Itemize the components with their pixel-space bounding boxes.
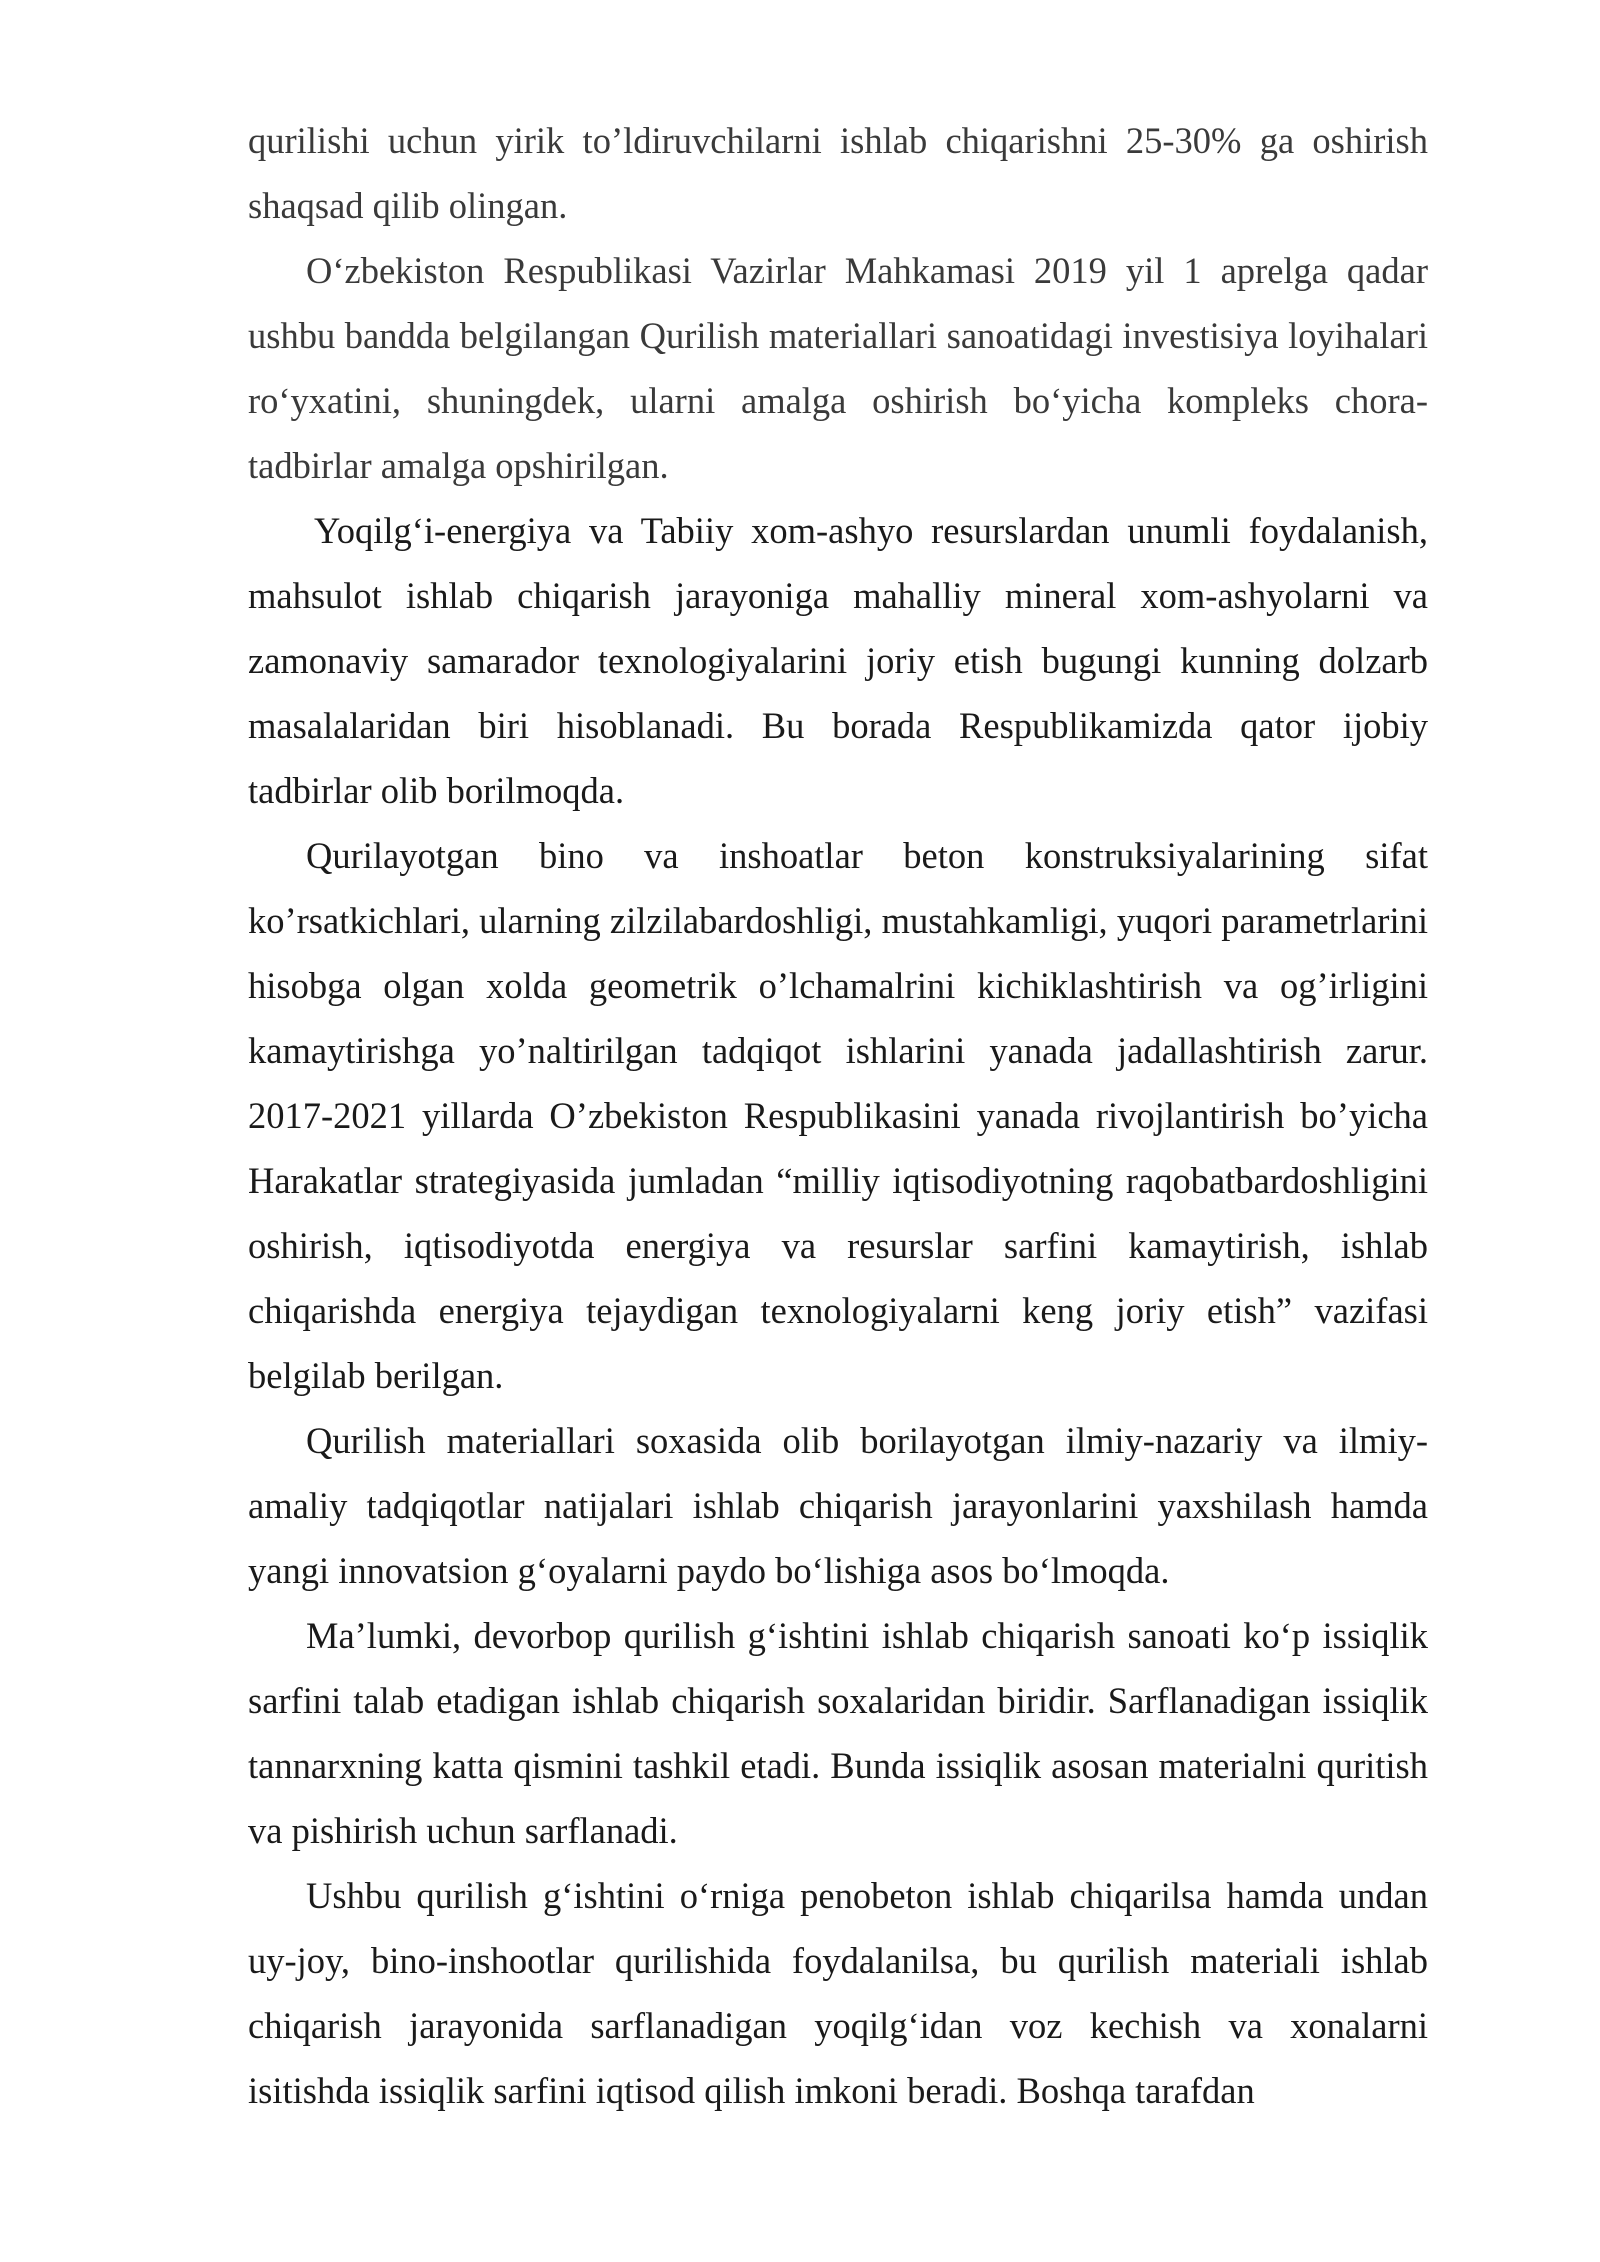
paragraph-foam-concrete: Ushbu qurilish g‘ishtini o‘rniga penobeton ishlab chiqarilsa hamda undan uy-joy, bino-inshootlar qurilishida foydalanilsa, bu qurilish materiali ishlab chiqarish jarayonida sarflanadigan yoqilg‘idan voz kechish va xonalarni isitishda issiqlik sarfini iqtisod qilish imkoni beradi. Boshqa tarafdan <box>248 1875 1428 2111</box>
document-page <box>248 108 1428 2123</box>
paragraph-continuation: qurilishi uchun yirik to’ldiruvchilarni ishlab chiqarishni 25-30% ga oshirish shaqsad qilib olingan. <box>248 120 1428 226</box>
paragraph-concrete-structures: Qurilayotgan bino va inshoatlar beton konstruksiyalarining sifat ko’rsatkichlari, ularning zilzilabardoshligi, mustahkamligi, yuqori parametrlarini hisobga olgan xolda geometrik o’lchamalrini kichiklashtirish va og’irligini kamaytirishga yo’naltirilgan tadqiqot ishlarini yanada jadallashtirish zarur. 2017-2021 yillarda O’zbekiston Respublikasini yanada rivojlantirish bo’yicha Harakatlar strategiyasida jumladan “milliy iqtisodiyotning raqobatbardoshligini oshirish, iqtisodiyotda energiya va resurslar sarfini kamaytirish, ishlab chiqarishda energiya tejaydigan texnologiyalarni keng joriy etish” vazifasi belgilab berilgan. <box>248 835 1428 1396</box>
paragraph-fuel-energy: Yoqilg‘i-energiya va Tabiiy xom-ashyo resurslardan unumli foydalanish, mahsulot ishlab chiqarish jarayoniga mahalliy mineral xom-ashyolarni va zamonaviy samarador texnologiyalarini joriy etish bugungi kunning dolzarb masalalaridan biri hisoblanadi. Bu borada Respublikamizda qator ijobiy tadbirlar olib borilmoqda. <box>248 510 1428 811</box>
paragraph-cabinet-ministers: O‘zbekiston Respublikasi Vazirlar Mahkamasi 2019 yil 1 aprelga qadar ushbu bandda belgilangan Qurilish materiallari sanoatidagi investisiya loyihalari ro‘yxatini, shuningdek, ularni amalga oshirish bo‘yicha kompleks chora-tadbirlar amalga opshirilgan. <box>248 250 1428 486</box>
paragraph-brick-production: Ma’lumki, devorbop qurilish g‘ishtini ishlab chiqarish sanoati ko‘p issiqlik sarfini talab etadigan ishlab chiqarish soxalaridan biridir. Sarflanadigan issiqlik tannarxning katta qismini tashkil etadi. Bunda issiqlik asosan materialni quritish va pishirish uchun sarflanadi. <box>248 1615 1428 1851</box>
paragraph-research-results: Qurilish materiallari soxasida olib borilayotgan ilmiy-nazariy va ilmiy-amaliy tadqiqotlar natijalari ishlab chiqarish jarayonlarini yaxshilash hamda yangi innovatsion g‘oyalarni paydo bo‘lishiga asos bo‘lmoqda. <box>248 1420 1428 1591</box>
